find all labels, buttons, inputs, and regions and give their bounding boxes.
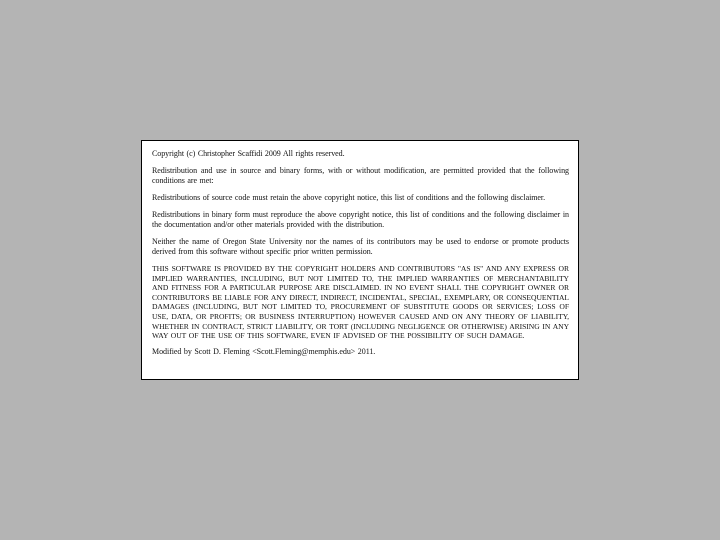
redistribution-intro: Redistribution and use in source and binary forms, with or without modification, are permitted provided that the following conditions are met: (152, 166, 569, 185)
binary-form-condition: Redistributions in binary form must reproduce the above copyright notice, this list of conditions and the following disclaimer in the documentation and/or other materials provided with the distribution. (152, 210, 569, 229)
endorsement-condition: Neither the name of Oregon State University nor the names of its contributors may be used to endorse or promote products derived from this software without specific prior written permission. (152, 237, 569, 256)
license-page (141, 140, 579, 380)
source-code-condition: Redistributions of source code must retain the above copyright notice, this list of conditions and the following disclaimer. (152, 193, 546, 202)
modification-note: Modified by Scott D. Fleming <Scott.Fleming@memphis.edu> 2011. (152, 346, 376, 356)
warranty-disclaimer: THIS SOFTWARE IS PROVIDED BY THE COPYRIGHT HOLDERS AND CONTRIBUTORS "AS IS" AND ANY EXPRESS OR IMPLIED WARRANTIES, INCLUDING, BUT NOT LIMITED TO, THE IMPLIED WARRANTIES OF MERCHANTABILITY AND FITNESS FOR A PARTICULAR PURPOSE ARE DISCLAIMED. IN NO EVENT SHALL THE COPYRIGHT OWNER OR CONTRIBUTORS BE LIABLE FOR ANY DIRECT, INDIRECT, INCIDENTAL, SPECIAL, EXEMPLARY, OR CONSEQUENTIAL DAMAGES (INCLUDING, BUT NOT LIMITED TO, PROCUREMENT OF SUBSTITUTE GOODS OR SERVICES; LOSS OF USE, DATA, OR PROFITS; OR BUSINESS INTERRUPTION) HOWEVER CAUSED AND ON ANY THEORY OF LIABILITY, WHETHER IN CONTRACT, STRICT LIABILITY, OR TORT (INCLUDING NEGLIGENCE OR OTHERWISE) ARISING IN ANY WAY OUT OF THE USE OF THIS SOFTWARE, EVEN IF ADVISED OF THE POSSIBILITY OF SUCH DAMAGE. (152, 264, 569, 341)
copyright-line: Copyright (c) Christopher Scaffidi 2009 All rights reserved. (152, 149, 345, 158)
